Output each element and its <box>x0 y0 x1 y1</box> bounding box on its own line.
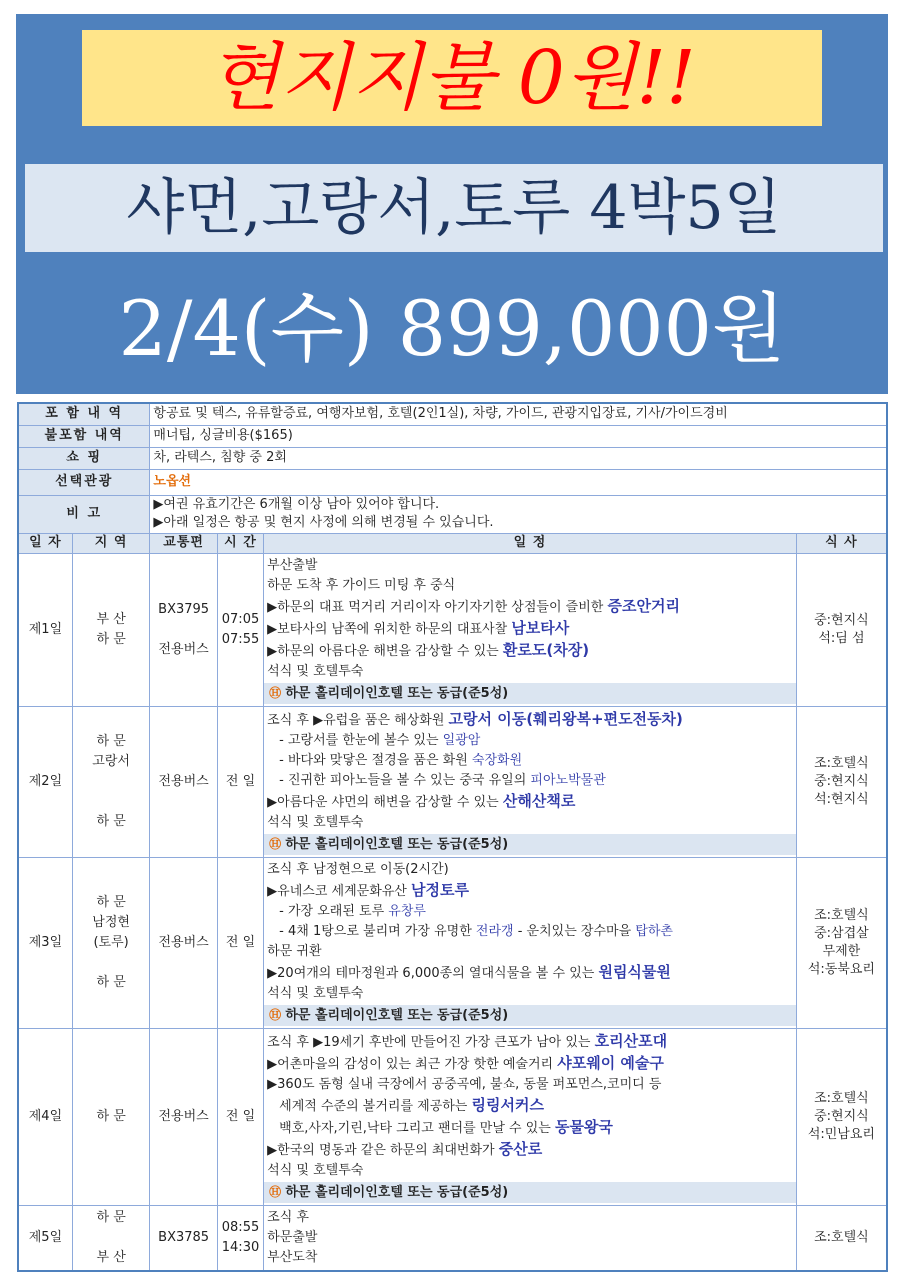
meal-line: 석:딤 섬 <box>818 630 865 646</box>
info-label: 비 고 <box>18 495 150 533</box>
location-line <box>76 792 147 812</box>
schedule-line <box>267 751 793 771</box>
attraction-highlight: 중산로 <box>498 1139 543 1158</box>
schedule-text: 백호,사자,기린,낙타 그리고 팬더를 만날 수 있는 <box>279 1120 555 1136</box>
location-line: 부 산 <box>96 1249 126 1265</box>
location-line: 하 문 <box>96 631 126 647</box>
transport-line <box>153 620 213 640</box>
location-line: 하 문 <box>96 813 126 829</box>
schedule-line <box>267 813 793 833</box>
meal-line: 조:호텔식 <box>814 907 869 923</box>
attraction-highlight: 증조안거리 <box>607 596 680 615</box>
schedule-line <box>267 640 793 662</box>
schedule-text: - 고랑서를 한눈에 볼수 있는 <box>279 732 443 748</box>
meal-line: 석:동북요리 <box>807 961 875 977</box>
schedule-line <box>267 576 793 596</box>
attraction-highlight: 호리산포대 <box>594 1031 668 1050</box>
info-value-text: 매너팁, 싱글비용($165) <box>153 428 293 443</box>
day-row <box>18 553 887 706</box>
header-region: 지 역 <box>72 533 150 553</box>
note-line: ▶아래 일정은 항공 및 현지 사정에 의해 변경될 수 있습니다. <box>153 515 494 530</box>
schedule-cell <box>264 1205 797 1271</box>
transport-cell <box>150 706 217 857</box>
schedule-line <box>267 1139 793 1161</box>
time-cell <box>217 706 263 857</box>
schedule-line <box>267 962 793 984</box>
location-line: 하 문 <box>96 1108 126 1124</box>
schedule-text: 조식 후 ▶유럽을 품은 해상화원 <box>267 712 449 728</box>
schedule-text: 부산도착 <box>267 1249 318 1265</box>
date-price: 2/4(수) 899,000원 <box>118 284 786 373</box>
day-row <box>18 1028 887 1205</box>
transport-line: 전용버스 <box>158 641 209 657</box>
schedule-text: 석식 및 호텔투숙 <box>267 985 364 1001</box>
place-highlight: 피아노박물관 <box>530 772 606 788</box>
schedule-line <box>267 791 793 813</box>
transport-line: 전용버스 <box>158 1108 209 1124</box>
location-line <box>76 953 147 973</box>
time-line: 07:05 <box>221 611 260 627</box>
place-highlight: 숙장화원 <box>471 752 523 768</box>
meal-line: 석:민남요리 <box>807 1126 875 1142</box>
time-cell <box>217 1205 263 1271</box>
schedule-text: 부산출발 <box>267 557 318 573</box>
schedule-text: 석식 및 호텔투숙 <box>267 814 364 830</box>
place-highlight: 탑하촌 <box>635 923 673 939</box>
schedule-text: 세계적 수준의 볼거리를 제공하는 <box>279 1098 472 1114</box>
schedule-text: 조식 후 남정현으로 이동(2시간) <box>267 861 449 877</box>
schedule-line <box>267 1075 793 1095</box>
meal-line: 조:호텔식 <box>814 755 869 771</box>
location-line <box>76 1228 147 1248</box>
hotel-name: 하문 홀리데이인호텔 또는 동급(준5성) <box>285 1007 509 1023</box>
location-line: (토루) <box>93 934 129 950</box>
schedule-line <box>267 709 793 731</box>
header-transport: 교통편 <box>150 533 217 553</box>
info-label: 선택관광 <box>18 469 150 495</box>
schedule-line <box>267 1031 793 1053</box>
schedule-text: ▶360도 돔형 실내 극장에서 공중곡예, 불쇼, 동물 퍼포먼스,코미디 등 <box>267 1076 662 1092</box>
schedule-line <box>267 984 793 1004</box>
meal-line: 중:삼겹살 <box>814 925 869 941</box>
day-label: 제5일 <box>18 1205 72 1271</box>
header-meals: 식 사 <box>796 533 887 553</box>
meal-line: 중:현지식 <box>814 773 869 789</box>
location-cell <box>72 1205 150 1271</box>
time-line: 전 일 <box>225 1108 256 1124</box>
meals-cell <box>796 1028 887 1205</box>
schedule-text: 조식 후 ▶19세기 후반에 만들어진 가장 큰포가 남아 있는 <box>267 1034 595 1050</box>
info-value <box>150 469 887 495</box>
transport-line: 전용버스 <box>158 934 209 950</box>
place-highlight: 전라갱 <box>475 923 514 939</box>
transport-cell <box>150 857 217 1028</box>
schedule-text: ▶한국의 명동과 같은 하문의 최대번화가 <box>267 1142 499 1158</box>
schedule-text: ▶아름다운 샤먼의 해변을 감상할 수 있는 <box>267 794 503 810</box>
meals-cell <box>796 857 887 1028</box>
info-row <box>18 495 887 533</box>
schedule-cell <box>264 553 797 706</box>
promo-headline: 현지지불 0원!! <box>82 30 822 126</box>
hotel-name: 하문 홀리데이인호텔 또는 동급(준5성) <box>285 836 509 852</box>
time-line: 14:30 <box>221 1239 260 1255</box>
hotel-line <box>264 834 796 855</box>
header-day: 일 자 <box>18 533 72 553</box>
schedule-line <box>267 860 793 880</box>
schedule-text: 하문출발 <box>267 1229 318 1245</box>
info-value-text: 항공료 및 텍스, 유류할증료, 여행자보험, 호텔(2인1실), 차량, 가이드, 관광지입장료, 기사/가이드경비 <box>153 406 728 422</box>
transport-line: 전용버스 <box>158 773 209 789</box>
info-value-text: 노옵션 <box>153 474 192 489</box>
time-line: 08:55 <box>221 1219 260 1235</box>
info-label: 쇼 핑 <box>18 447 150 469</box>
schedule-line <box>267 1161 793 1181</box>
attraction-highlight: 남보타사 <box>511 618 570 637</box>
schedule-text: ▶어촌마을의 감성이 있는 최근 가장 핫한 예술거리 <box>267 1056 558 1072</box>
itinerary-table <box>17 402 888 1272</box>
schedule-text: 조식 후 <box>267 1209 309 1225</box>
schedule-text: 석식 및 호텔투숙 <box>267 1162 364 1178</box>
attraction-highlight: 링링서커스 <box>471 1095 544 1114</box>
attraction-highlight: 샤포웨이 예술구 <box>557 1053 664 1072</box>
transport-cell <box>150 1028 217 1205</box>
schedule-text: - 바다와 맞닿은 절경을 품은 화원 <box>279 752 472 768</box>
schedule-text: ▶하문의 아름다운 해변을 감상할 수 있는 <box>267 643 503 659</box>
meals-cell <box>796 1205 887 1271</box>
schedule-text: ▶하문의 대표 먹거리 거리이자 아기자기한 상점들이 즐비한 <box>267 599 608 615</box>
place-highlight: 일광암 <box>442 732 481 748</box>
schedule-line <box>267 922 793 942</box>
header-schedule: 일 정 <box>264 533 797 553</box>
attraction-highlight: 남정토루 <box>411 880 469 899</box>
meals-cell <box>796 553 887 706</box>
schedule-header-row <box>18 533 887 553</box>
time-cell <box>217 1028 263 1205</box>
schedule-line <box>267 1228 793 1248</box>
day-label: 제2일 <box>18 706 72 857</box>
time-cell <box>217 857 263 1028</box>
hotel-name: 하문 홀리데이인호텔 또는 동급(준5성) <box>285 685 509 701</box>
day-row <box>18 1205 887 1271</box>
location-line: 부 산 <box>96 611 126 627</box>
hotel-line <box>264 683 796 704</box>
hotel-square-icon: Ⓗ <box>269 685 286 700</box>
location-line: 고랑서 <box>92 753 130 769</box>
schedule-line <box>267 1208 793 1228</box>
schedule-line <box>267 880 793 902</box>
schedule-line <box>267 1095 793 1117</box>
info-label: 불포함 내역 <box>18 425 150 447</box>
time-line: 07:55 <box>221 631 260 647</box>
info-row <box>18 403 887 425</box>
day-row <box>18 706 887 857</box>
info-row <box>18 469 887 495</box>
meal-line: 석:현지식 <box>814 791 869 807</box>
location-line: 하 문 <box>96 894 126 910</box>
schedule-text: - 진귀한 피아노들을 볼 수 있는 중국 유일의 <box>279 772 531 788</box>
attraction-highlight: 산해산책로 <box>502 791 576 810</box>
meal-line: 중:현지식 <box>814 612 869 628</box>
transport-cell <box>150 553 217 706</box>
meal-line: 중:현지식 <box>814 1108 869 1124</box>
hotel-square-icon: Ⓗ <box>269 836 286 851</box>
transport-cell <box>150 1205 217 1271</box>
note-line: ▶여권 유효기간은 6개월 이상 남아 있어야 합니다. <box>153 497 440 512</box>
hotel-line <box>264 1182 796 1203</box>
info-label: 포 함 내 역 <box>18 403 150 425</box>
time-cell <box>217 553 263 706</box>
location-cell <box>72 857 150 1028</box>
meal-line: 무제한 <box>822 943 861 959</box>
time-line: 전 일 <box>225 773 256 789</box>
location-line: 하 문 <box>96 1209 126 1225</box>
time-line: 전 일 <box>225 934 256 950</box>
hotel-name: 하문 홀리데이인호텔 또는 동급(준5성) <box>285 1184 509 1200</box>
meals-cell <box>796 706 887 857</box>
tour-title: 샤먼,고랑서,토루 4박5일 <box>25 164 883 252</box>
schedule-line <box>267 731 793 751</box>
schedule-cell <box>264 706 797 857</box>
schedule-cell <box>264 857 797 1028</box>
location-cell <box>72 706 150 857</box>
schedule-line <box>267 1117 793 1139</box>
info-value <box>150 403 887 425</box>
info-value <box>150 495 887 533</box>
meal-line: 조:호텔식 <box>814 1229 869 1245</box>
location-line: 하 문 <box>96 974 126 990</box>
schedule-text: 하문 도착 후 가이드 미팅 후 중식 <box>267 577 456 593</box>
day-row <box>18 857 887 1028</box>
location-cell <box>72 553 150 706</box>
schedule-text: - 운치있는 장수마을 <box>513 923 636 939</box>
schedule-line <box>267 771 793 791</box>
day-label: 제3일 <box>18 857 72 1028</box>
transport-line: BX3795 <box>158 601 210 617</box>
attraction-highlight: 환로도(차장) <box>502 640 590 659</box>
schedule-line <box>267 1053 793 1075</box>
header-time: 시 간 <box>217 533 263 553</box>
schedule-cell <box>264 1028 797 1205</box>
location-line: 남정현 <box>92 914 130 930</box>
meal-line: 조:호텔식 <box>814 1090 869 1106</box>
promo-banner <box>16 14 888 394</box>
hotel-line <box>264 1005 796 1026</box>
place-highlight: 유창루 <box>388 903 426 919</box>
attraction-highlight: 고랑서 이동(훼리왕복+편도전동차) <box>448 709 683 728</box>
day-label: 제1일 <box>18 553 72 706</box>
info-row <box>18 425 887 447</box>
schedule-text: 석식 및 호텔투숙 <box>267 663 364 679</box>
schedule-text: - 4채 1탕으로 불리며 가장 유명한 <box>279 923 476 939</box>
info-row <box>18 447 887 469</box>
schedule-text: 하문 귀환 <box>267 943 322 959</box>
schedule-text: ▶20여개의 테마정원과 6,000종의 열대식물을 볼 수 있는 <box>267 965 599 981</box>
schedule-line <box>267 596 793 618</box>
schedule-line <box>267 618 793 640</box>
schedule-line <box>267 662 793 682</box>
schedule-text: ▶유네스코 세계문화유산 <box>267 883 411 899</box>
transport-line: BX3785 <box>158 1229 210 1245</box>
attraction-highlight: 동물왕국 <box>554 1117 613 1136</box>
info-value <box>150 447 887 469</box>
hotel-square-icon: Ⓗ <box>269 1007 286 1022</box>
location-line: 하 문 <box>96 733 126 749</box>
info-value <box>150 425 887 447</box>
day-label: 제4일 <box>18 1028 72 1205</box>
info-value-text: 차, 라텍스, 침향 중 2회 <box>153 450 287 465</box>
schedule-line <box>267 902 793 922</box>
schedule-text: - 가장 오래된 토루 <box>279 903 389 919</box>
schedule-line <box>267 1248 793 1268</box>
attraction-highlight: 원림식물원 <box>598 962 671 981</box>
schedule-text: ▶보타사의 남쪽에 위치한 하문의 대표사찰 <box>267 621 512 637</box>
schedule-line <box>267 556 793 576</box>
schedule-line <box>267 942 793 962</box>
location-cell <box>72 1028 150 1205</box>
hotel-square-icon: Ⓗ <box>269 1184 286 1199</box>
location-line <box>76 772 147 792</box>
